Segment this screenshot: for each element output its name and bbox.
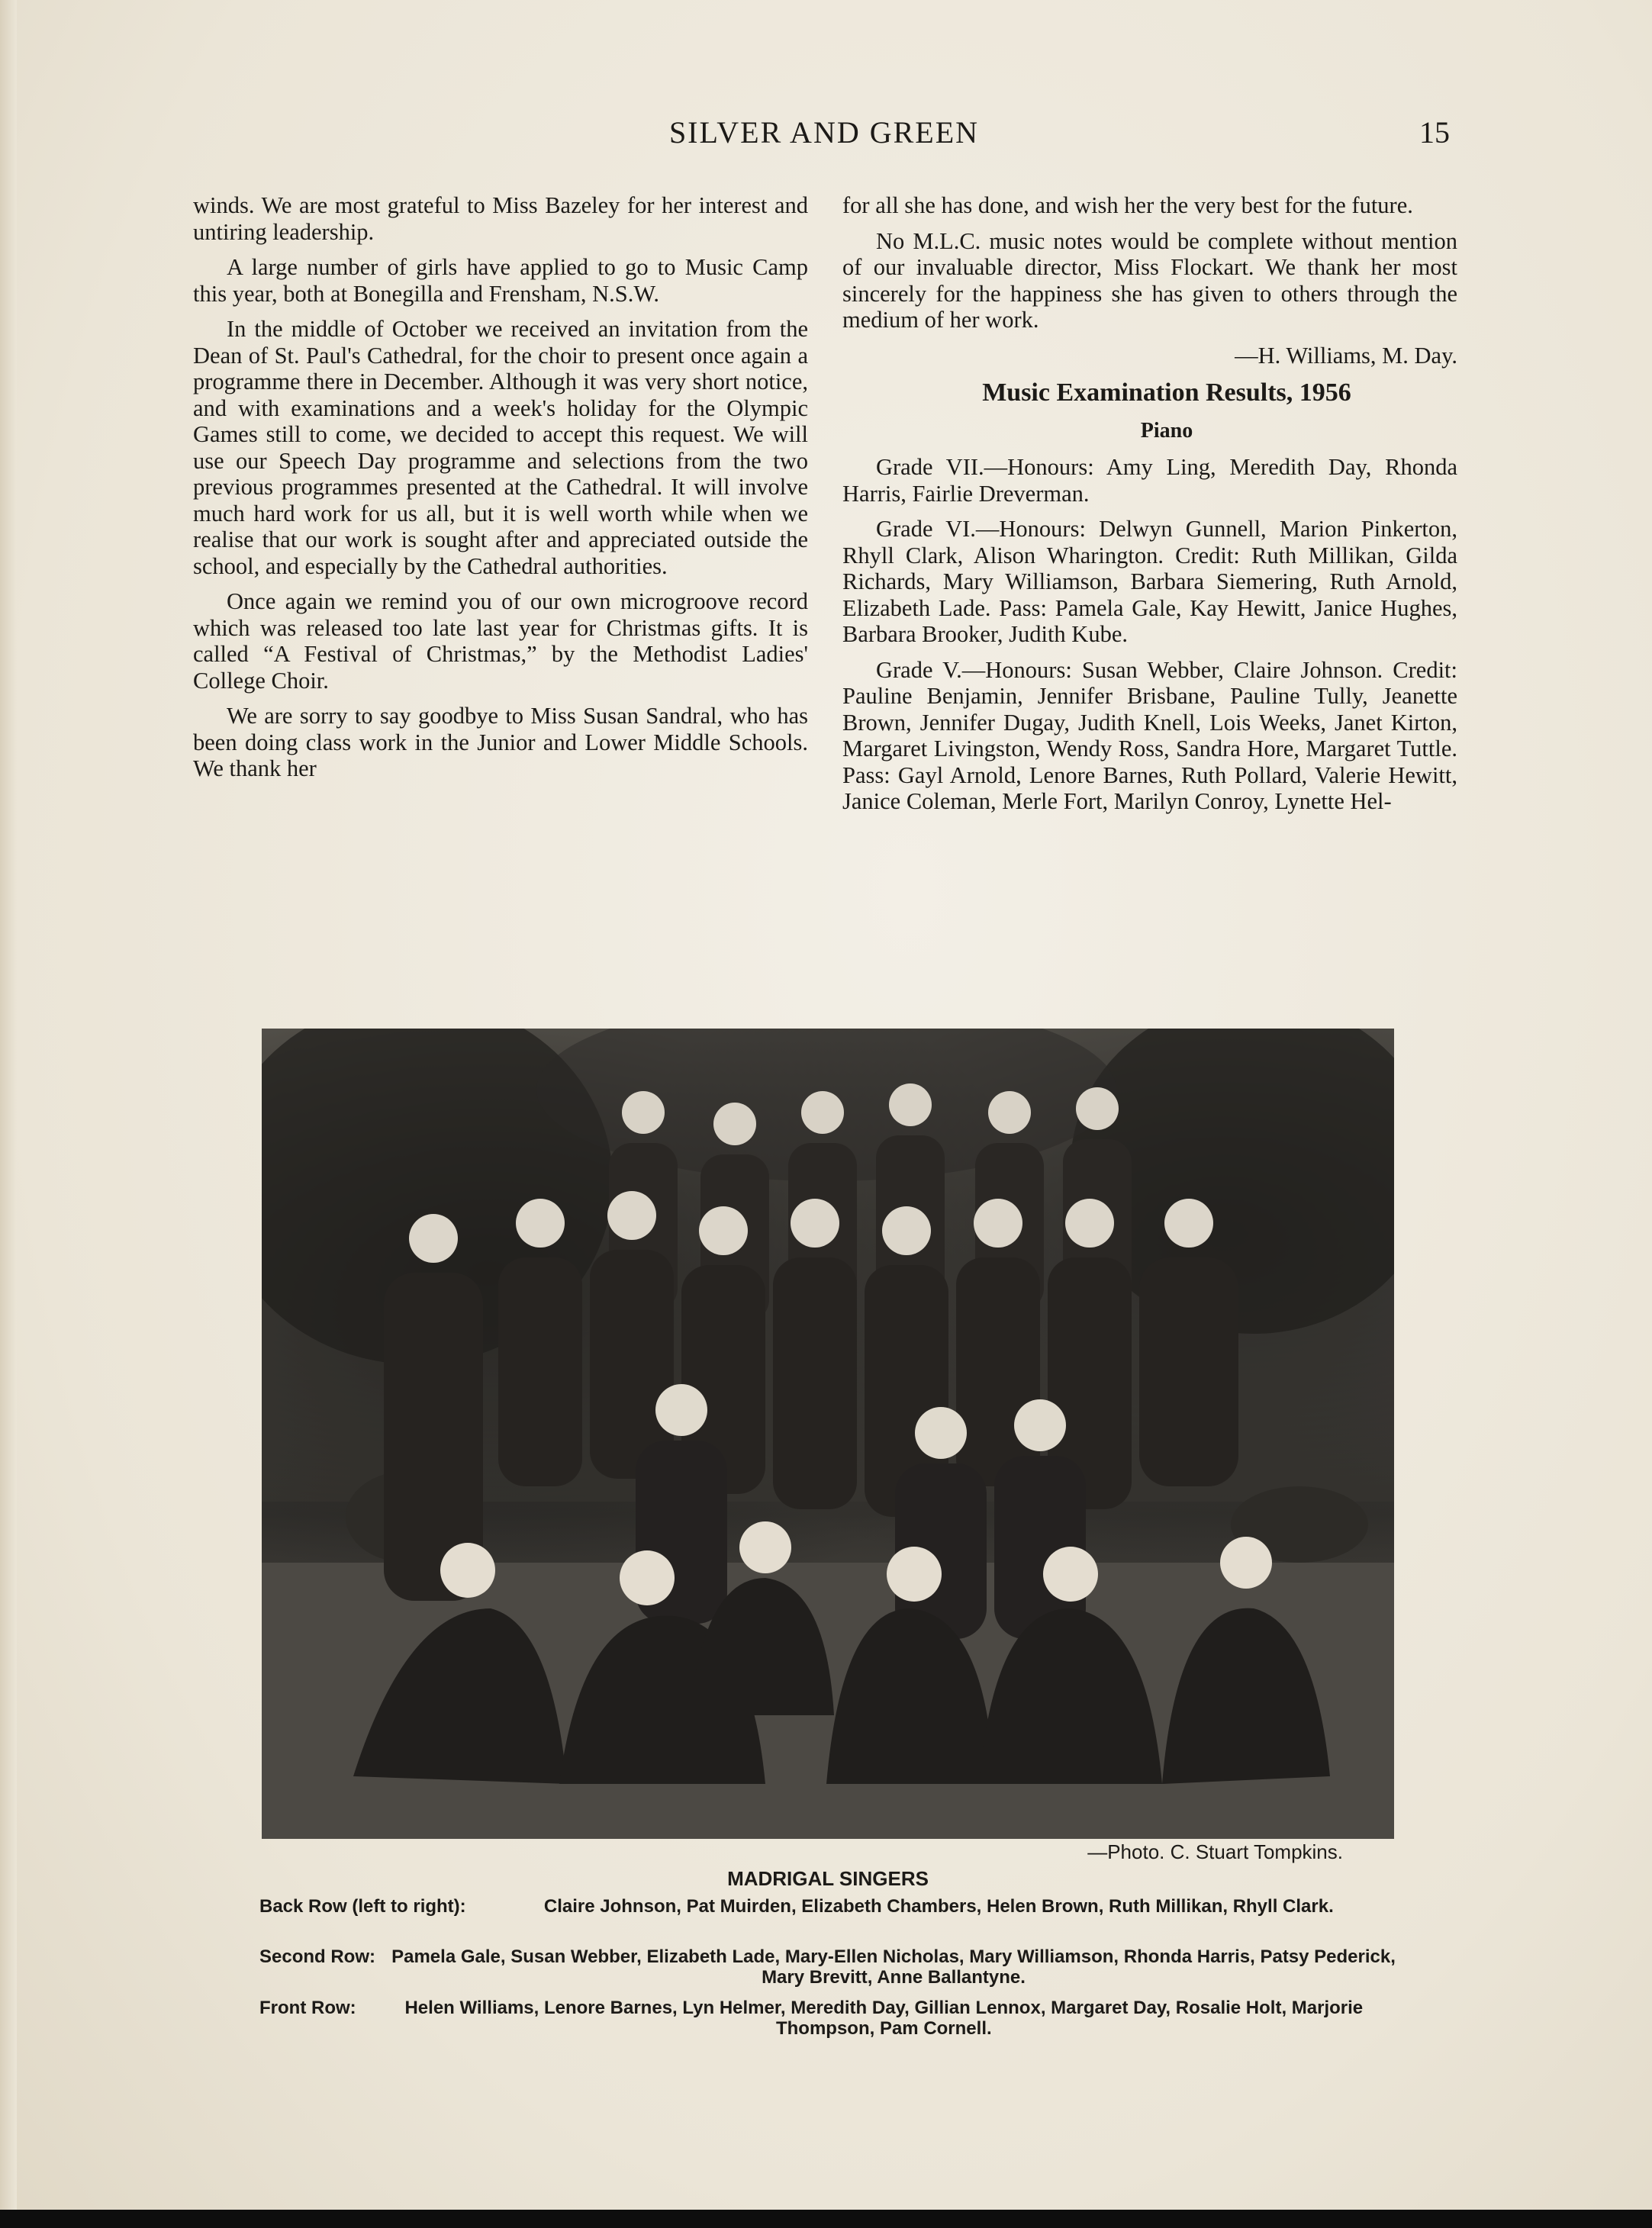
section-title: Music Examination Results, 1956: [982, 378, 1351, 407]
caption-row-front: [259, 1998, 1404, 2039]
caption-row-label: Back Row (left to right):: [259, 1896, 466, 1917]
scan-edge-band: [0, 2210, 1652, 2228]
photo-credit: —Photo. C. Stuart Tompkins.: [1087, 1840, 1343, 1863]
grade-results: Grade VI.—Honours: Delwyn Gunnell, Marion Pinkerton, Rhyll Clark, Alison Wharington. Credit: Ruth Millikan, Gilda Richards, Mary Williamson, Barbara Siemering, Ruth Arnold, Elizabeth Lade. Pass: Pamela Gale, Kay Hewitt, Janice Hughes, Barbara Brooker, Judith Kube.: [842, 516, 1457, 647]
caption-title: MADRIGAL SINGERS: [727, 1867, 929, 1890]
paragraph: A large number of girls have applied to go to Music Camp this year, both at Bonegilla and Frensham, N.S.W.: [193, 254, 808, 307]
grade-results: Grade V.—Honours: Susan Webber, Claire Johnson. Credit: Pauline Benjamin, Jennifer Brisbane, Pauline Tully, Jeanette Brown, Jennifer Dugay, Judith Knell, Lois Weeks, Janet Kirton, Margaret Livingston, Wendy Ross, Sandra Hore, Margaret Tuttle. Pass: Gayl Arnold, Lenore Barnes, Ruth Pollard, Valerie Hewitt, Janice Coleman, Merle Fort, Marilyn Conroy, Lynette Hel-: [842, 656, 1457, 814]
page-binding-shadow: [0, 0, 17, 2228]
section-subtitle: Piano: [1140, 419, 1193, 443]
paragraph: Once again we remind you of our own microgroove record which was released too late last year for Christmas gifts. It is called “A Festival of Christmas,” by the Methodist Ladies' College Choir.: [193, 588, 808, 694]
group-photograph-illustration: [262, 1029, 1394, 1839]
caption-row-second: [259, 1946, 1404, 1988]
left-column: [193, 192, 808, 791]
caption-row-names: Pamela Gale, Susan Webber, Elizabeth Lade, Mary-Ellen Nicholas, Mary Williamson, Rhonda Harris, Patsy Pederick, Mary Brevitt, Anne Ballantyne.: [391, 1946, 1396, 1988]
caption-row-label: Front Row:: [259, 1998, 356, 2018]
paragraph: We are sorry to say goodbye to Miss Susan Sandral, who has been doing class work in the Junior and Lower Middle Schools. We thank her: [193, 703, 808, 781]
paragraph: No M.L.C. music notes would be complete without mention of our invaluable director, Miss Flockart. We thank her most sincerely for the happiness she has given to others through the medium of her work.: [842, 227, 1457, 333]
paragraph: winds. We are most grateful to Miss Bazeley for her interest and untiring leadership.: [193, 192, 808, 245]
caption-row-back: [259, 1896, 1404, 1917]
paragraph: In the middle of October we received an invitation from the Dean of St. Paul's Cathedral, for the choir to present once again a programme there in December. Although it was very short notice, and with examinations and a week's holiday for the Olympic Games still to come, we decided to accept this request. We will use our Speech Day programme and selections from the two previous programmes presented at the Cathedral. It will involve much hard work for us all, but it is well worth while when we realise that our work is sought after and appreciated outside the school, and especially by the Cathedral authorities.: [193, 316, 808, 579]
right-column: [842, 192, 1457, 824]
grade-results: Grade VII.—Honours: Amy Ling, Meredith Day, Rhonda Harris, Fairlie Dreverman.: [842, 454, 1457, 507]
group-photograph: [262, 1029, 1394, 1839]
caption-row-names: Claire Johnson, Pat Muirden, Elizabeth Chambers, Helen Brown, Ruth Millikan, Rhyll Clark.: [543, 1896, 1334, 1917]
running-title: SILVER AND GREEN: [668, 115, 980, 150]
caption-row-label: Second Row:: [259, 1946, 376, 1967]
caption-row-names: Helen Williams, Lenore Barnes, Lyn Helmer, Meredith Day, Gillian Lennox, Margaret Day, Rosalie Holt, Marjorie Thompson, Pam Cornell.: [404, 1998, 1364, 2039]
page-number: 15: [1419, 115, 1450, 150]
paragraph: for all she has done, and wish her the very best for the future.: [842, 192, 1413, 218]
signature: —H. Williams, M. Day.: [1235, 342, 1457, 369]
